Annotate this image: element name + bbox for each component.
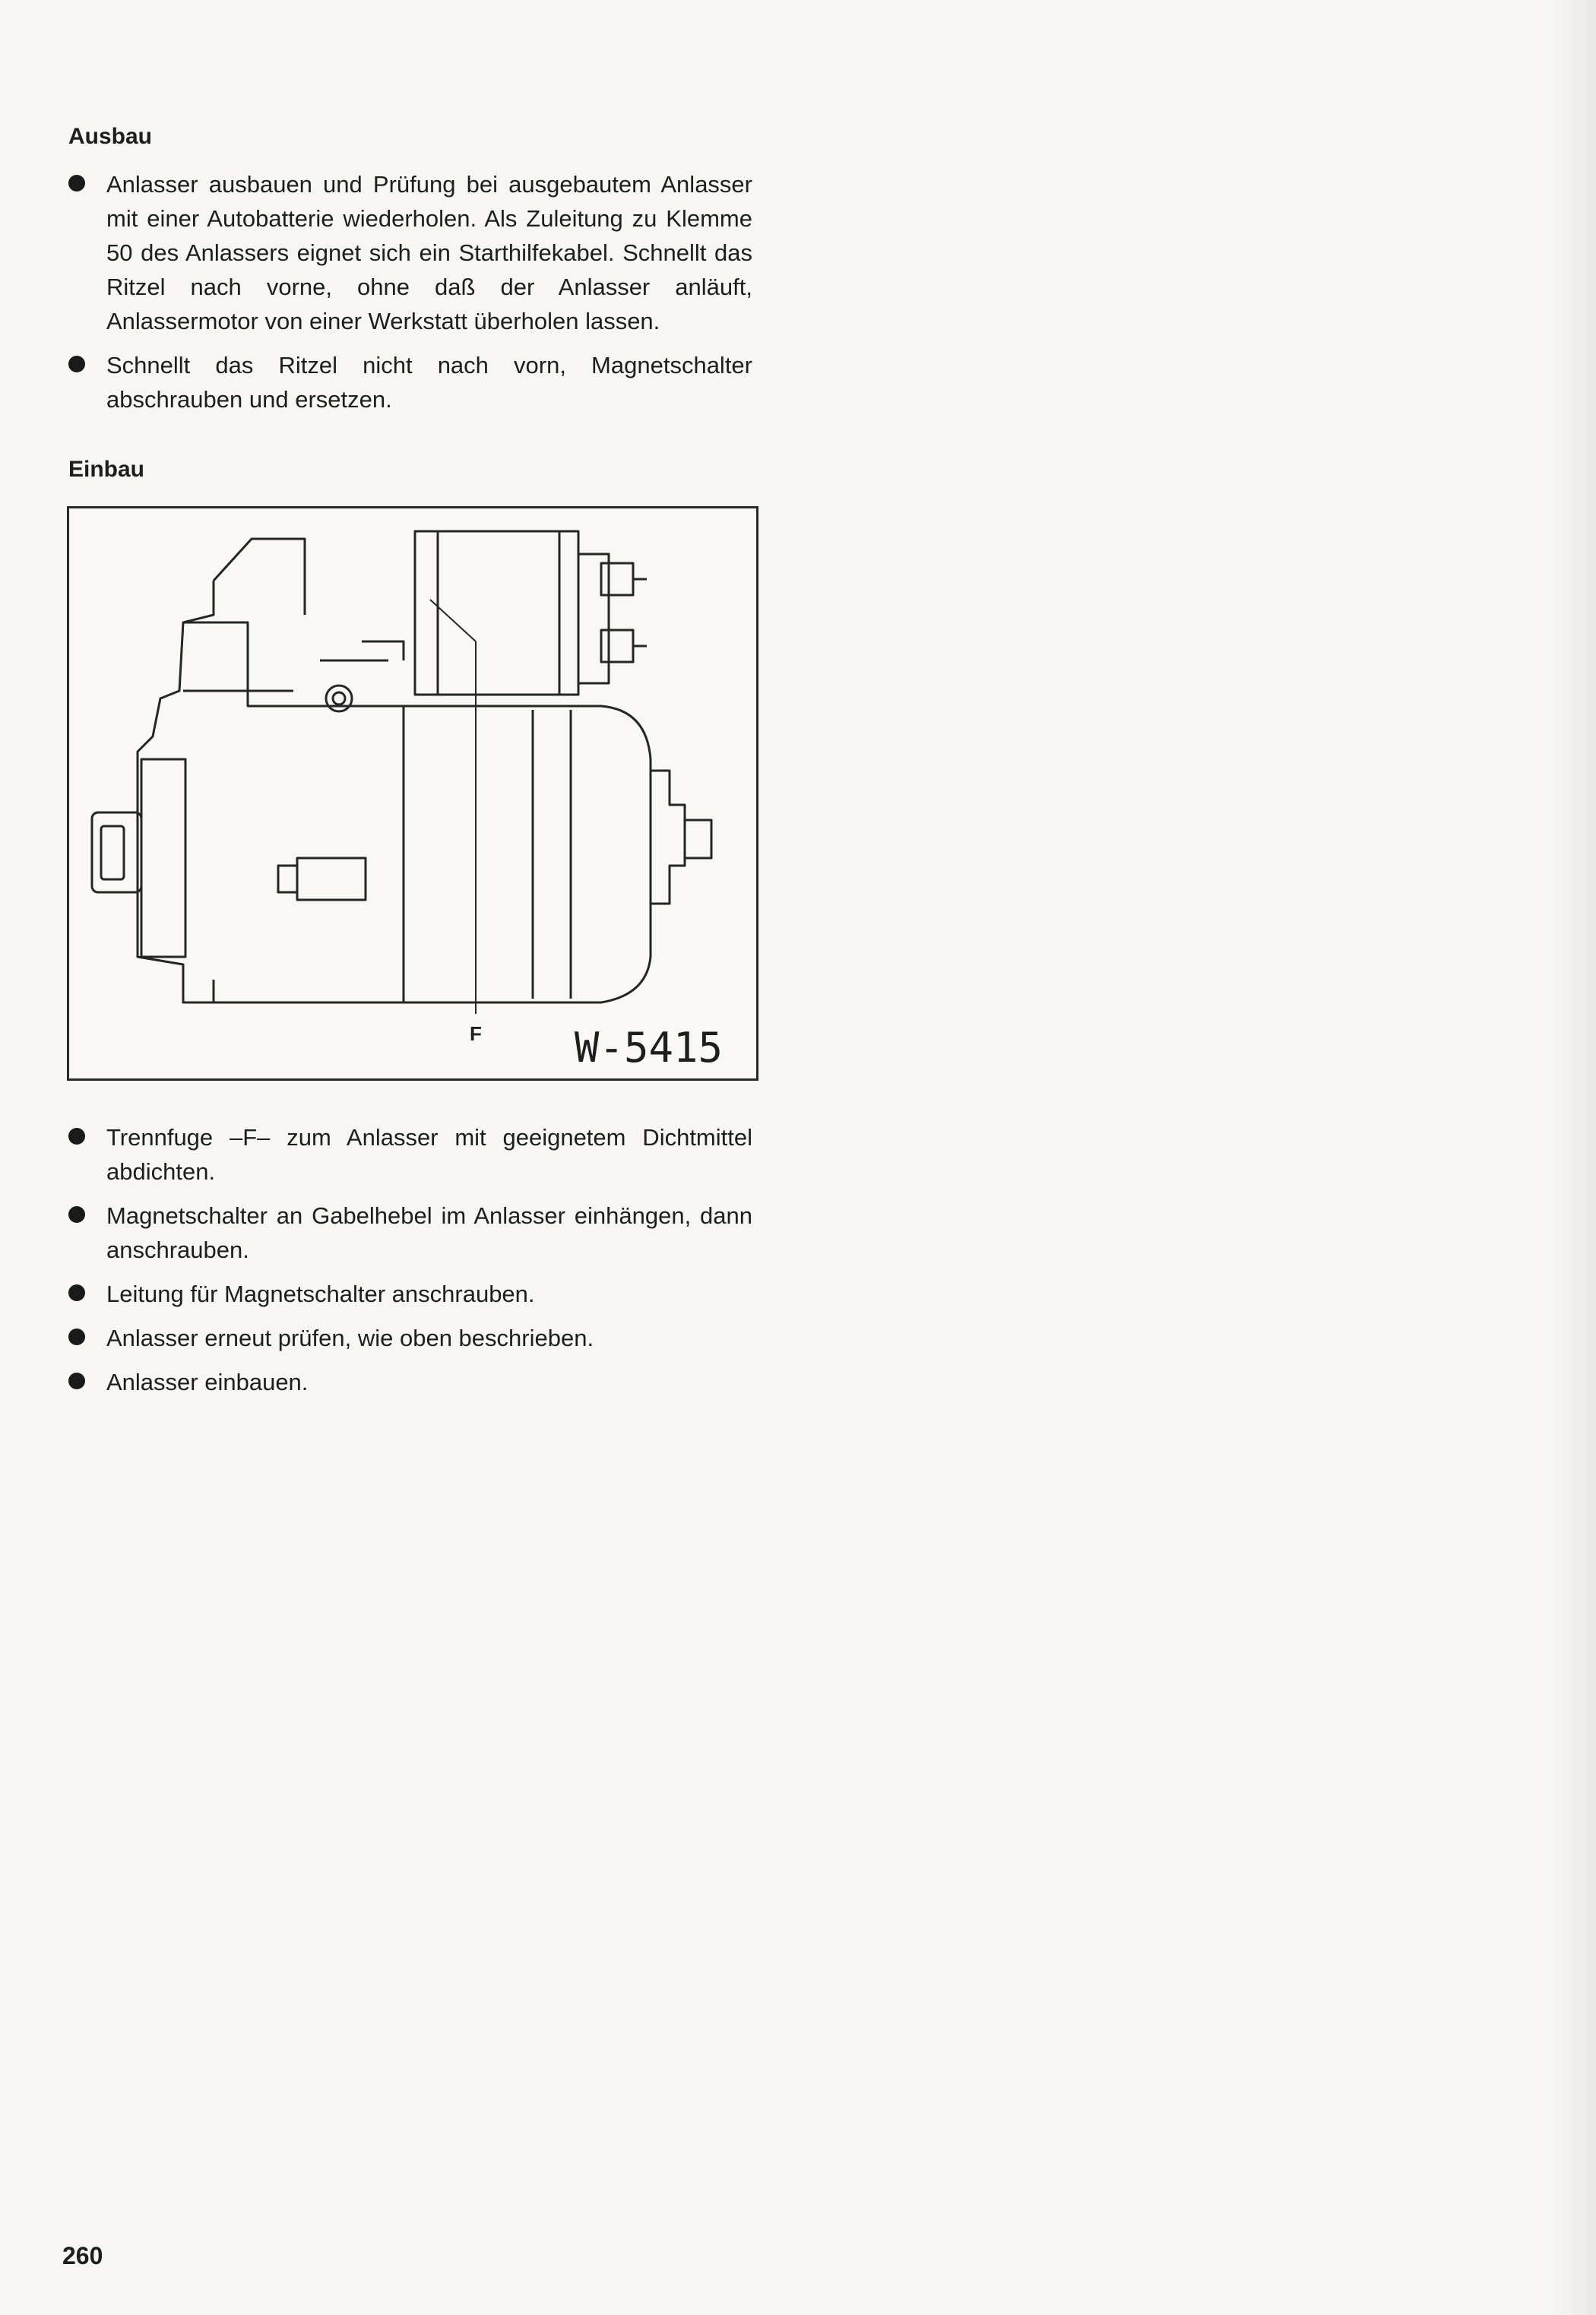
einbau-bullet-list [68, 1120, 752, 1399]
bullet-icon [68, 1373, 85, 1389]
starter-outline [92, 531, 711, 1002]
list-item [68, 1321, 752, 1355]
starter-motor-figure [67, 506, 758, 1081]
bullet-icon [68, 356, 85, 372]
list-item [68, 1277, 752, 1311]
bullet-icon [68, 1329, 85, 1345]
list-item-text: Anlasser ausbauen und Prüfung bei ausgebautem Anlasser mit einer Autobatterie wiederholen. Als Zuleitung zu Klemme 50 des Anlassers eignet sich ein Starthilfekabel. Schnellt das Ritzel nach vorne, ohne daß der Anlasser anläuft, Anlassermotor von einer Werkstatt überholen lassen. [106, 171, 752, 334]
starter-motor-diagram [69, 508, 752, 1074]
list-item-text: Trennfuge –F– zum Anlasser mit geeignetem Dichtmittel abdichten. [106, 1124, 752, 1185]
page-edge-shadow [1550, 0, 1596, 2315]
list-item [68, 1120, 752, 1189]
list-item [68, 167, 752, 338]
bullet-icon [68, 1128, 85, 1145]
list-item-text: Magnetschalter an Gabelhebel im Anlasser einhängen, dann anschrauben. [106, 1202, 752, 1263]
section-heading-einbau: Einbau [68, 457, 145, 482]
text-column [68, 122, 752, 1409]
list-item-text: Schnellt das Ritzel nicht nach vorn, Magnetschalter abschrauben und ersetzen. [106, 352, 752, 413]
section-heading-ausbau: Ausbau [68, 124, 153, 149]
callout-label-f: F [470, 1022, 482, 1045]
bullet-icon [68, 175, 85, 192]
list-item [68, 348, 752, 416]
ausbau-bullet-list [68, 167, 752, 416]
bullet-icon [68, 1206, 85, 1223]
page-number: 260 [62, 2242, 103, 2269]
bullet-icon [68, 1284, 85, 1301]
list-item [68, 1365, 752, 1399]
list-item [68, 1199, 752, 1267]
figure-code: W-5415 [574, 1024, 723, 1072]
list-item-text: Anlasser erneut prüfen, wie oben beschrieben. [106, 1325, 594, 1351]
list-item-text: Anlasser einbauen. [106, 1369, 309, 1395]
list-item-text: Leitung für Magnetschalter anschrauben. [106, 1281, 535, 1307]
